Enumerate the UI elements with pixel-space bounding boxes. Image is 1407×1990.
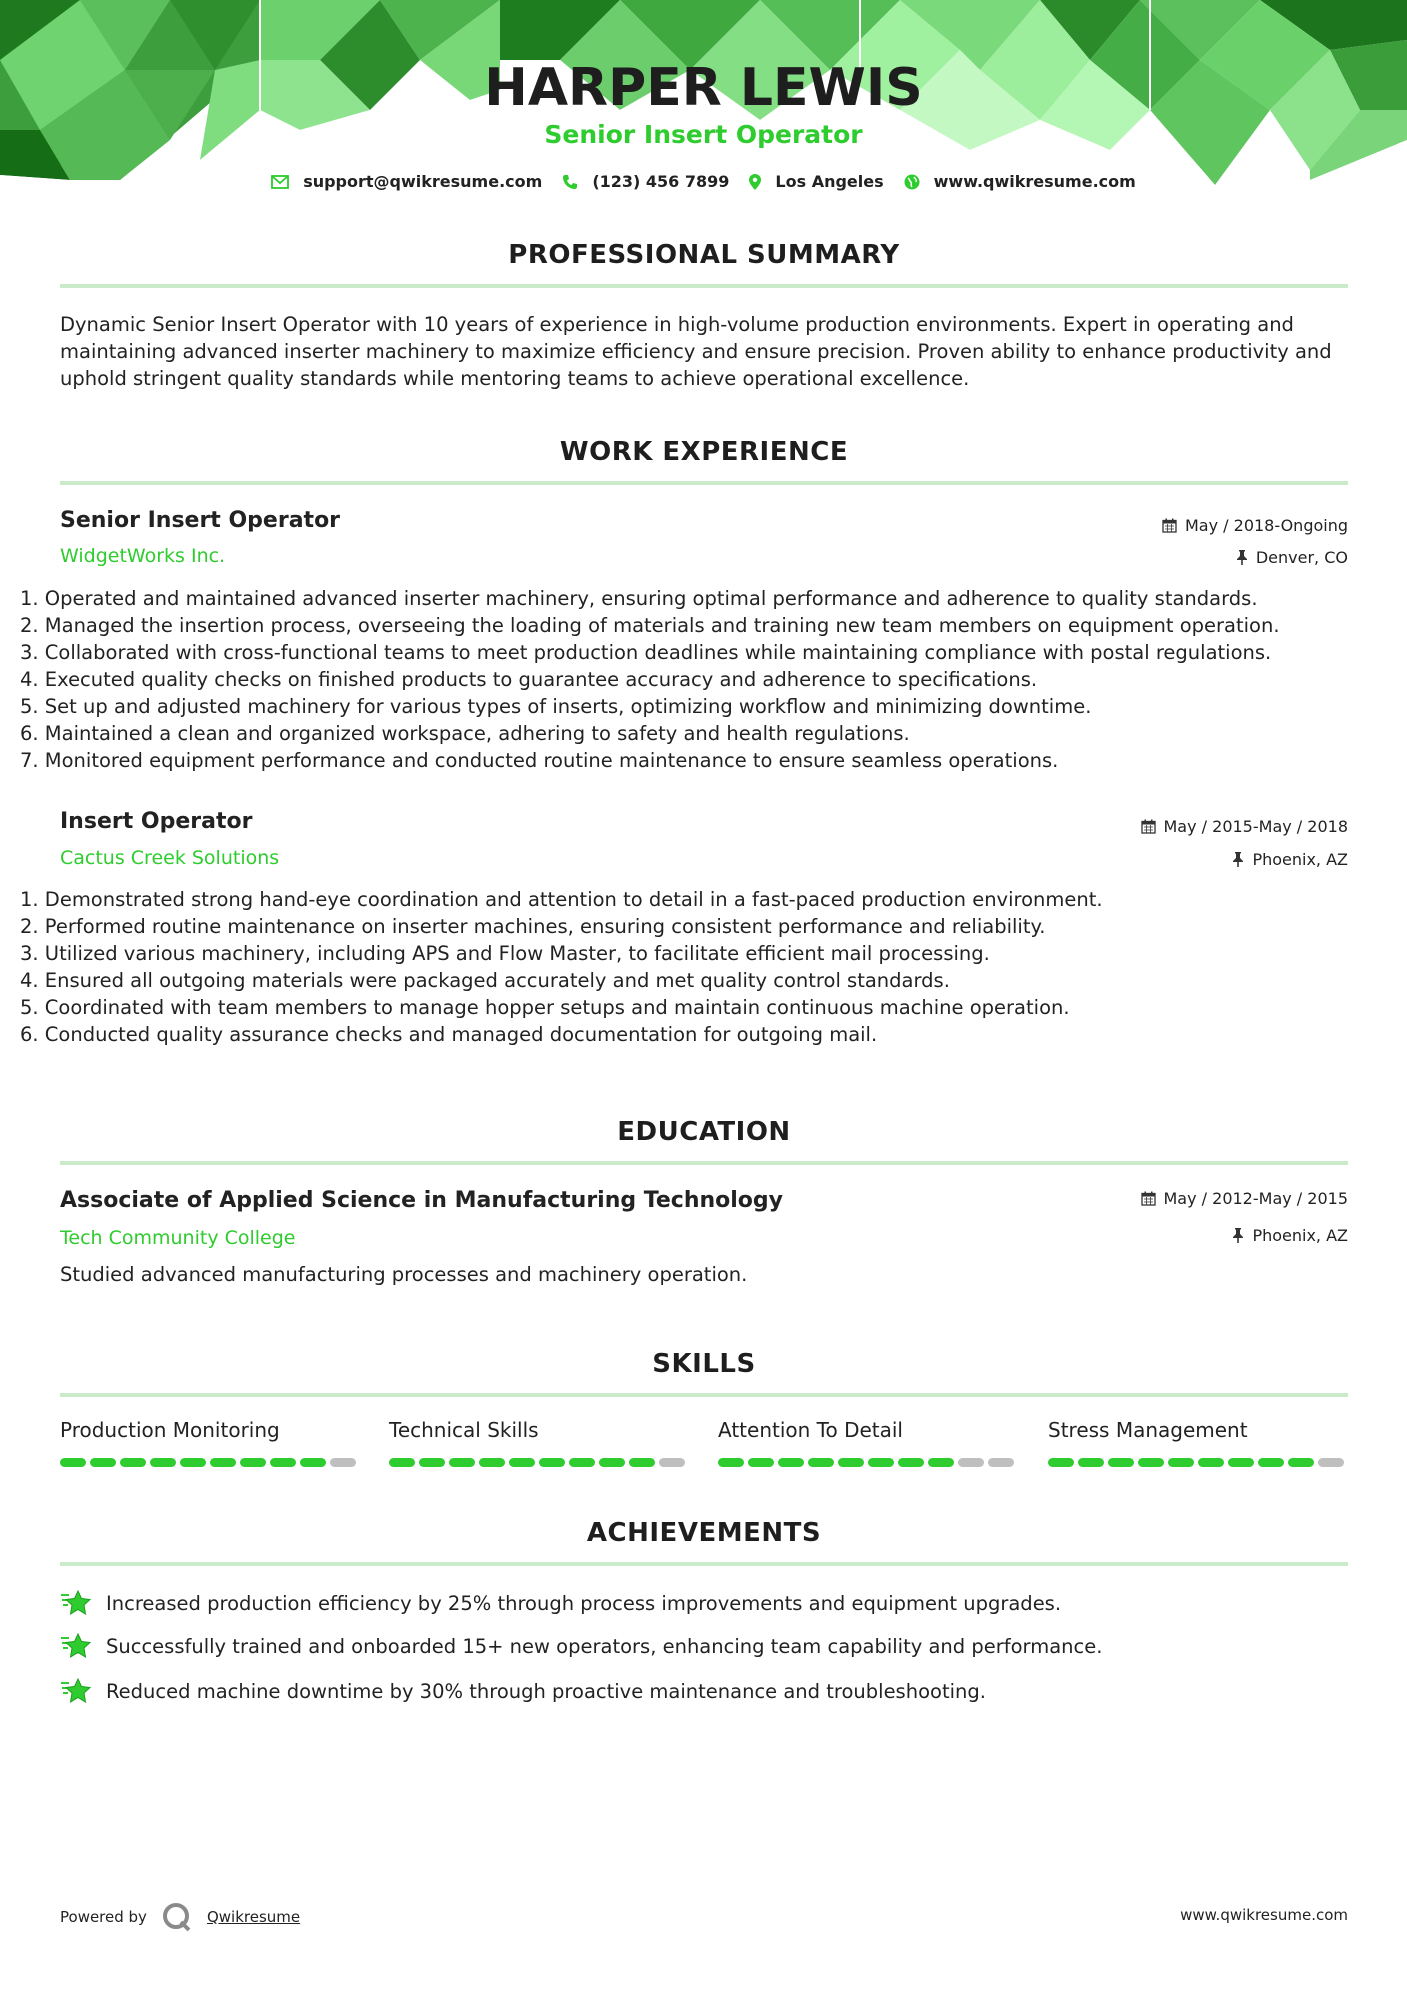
skill-segment-filled (928, 1458, 954, 1467)
powered-by-label: Powered by (60, 1908, 147, 1926)
phone-text: (123) 456 7899 (592, 172, 730, 191)
skill-segment-filled (1258, 1458, 1284, 1467)
skills-heading: SKILLS (652, 1349, 756, 1379)
location-text: Los Angeles (775, 172, 884, 191)
achievement-item (60, 1677, 986, 1705)
job-1-location-text: Denver, CO (1255, 548, 1348, 567)
candidate-name: HARPER LEWIS (484, 58, 923, 118)
job-2-title: Insert Operator (60, 809, 253, 834)
job-2-company: Cactus Creek Solutions (60, 847, 280, 869)
education-dates-text: May / 2012-May / 2015 (1163, 1189, 1348, 1208)
skill-segment-filled (270, 1458, 296, 1467)
achievements-divider (60, 1562, 1348, 1566)
education-degree: Associate of Applied Science in Manufacturing Technology (60, 1188, 784, 1213)
skill-segment-filled (210, 1458, 236, 1467)
pushpin-icon (1232, 1228, 1244, 1243)
skill-name: Technical Skills (389, 1418, 539, 1442)
job-2-dates-text: May / 2015-May / 2018 (1163, 817, 1348, 836)
education-heading: EDUCATION (617, 1117, 791, 1147)
skill-attention-to-detail (718, 1418, 1018, 1467)
skill-segment-filled (90, 1458, 116, 1467)
phone-icon (562, 174, 578, 190)
skill-segment-filled (150, 1458, 176, 1467)
achievements-heading: ACHIEVEMENTS (586, 1518, 822, 1548)
list-item: 3. Utilized various machinery, including APS and Flow Master, to facilitate efficient mail processing. (20, 942, 990, 965)
skills-divider (60, 1393, 1348, 1397)
skill-segment-filled (898, 1458, 924, 1467)
contact-location (749, 172, 883, 191)
education-location (1232, 1226, 1348, 1245)
job-1-bullets (20, 585, 1380, 774)
skill-segment-filled (389, 1458, 415, 1467)
achievement-text: Reduced machine downtime by 30% through proactive maintenance and troubleshooting. (106, 1679, 986, 1703)
list-item: 4. Executed quality checks on finished products to guarantee accuracy and adherence to specifications. (20, 668, 1038, 691)
skill-segment-filled (1198, 1458, 1224, 1467)
summary-text: Dynamic Senior Insert Operator with 10 years of experience in high-volume production environments. Expert in operating and maintaining advanced inserter machinery to maximize efficiency and ensure precision. Proven ability to enhance productivity and uphold stringent quality standards while mentoring teams to achieve operational excellence. (60, 313, 1332, 390)
education-location-text: Phoenix, AZ (1252, 1226, 1348, 1245)
skill-segment-filled (1228, 1458, 1254, 1467)
summary-divider (60, 284, 1348, 288)
skill-segment-filled (419, 1458, 445, 1467)
skill-segment-empty (1318, 1458, 1344, 1467)
skill-stress-management (1048, 1418, 1348, 1467)
job-2-location (1232, 850, 1348, 869)
summary-heading: PROFESSIONAL SUMMARY (508, 240, 900, 270)
skill-segment-filled (300, 1458, 326, 1467)
skill-segment-filled (60, 1458, 86, 1467)
skill-name: Stress Management (1048, 1418, 1248, 1442)
skill-bar (60, 1458, 360, 1467)
skill-segment-filled (509, 1458, 535, 1467)
skill-segment-empty (659, 1458, 685, 1467)
list-item: 1. Demonstrated strong hand-eye coordination and attention to detail in a fast-paced production environment. (20, 888, 1103, 911)
list-item: 7. Monitored equipment performance and conducted routine maintenance to ensure seamless operations. (20, 749, 1059, 772)
skill-segment-filled (180, 1458, 206, 1467)
achievement-item (60, 1632, 1102, 1660)
skill-segment-filled (120, 1458, 146, 1467)
skill-segment-empty (988, 1458, 1014, 1467)
envelope-icon (271, 175, 289, 189)
list-item: 4. Ensured all outgoing materials were packaged accurately and met quality control standards. (20, 969, 950, 992)
calendar-icon (1141, 819, 1156, 834)
skill-bar (718, 1458, 1018, 1467)
skill-segment-filled (838, 1458, 864, 1467)
list-item: 5. Coordinated with team members to manage hopper setups and maintain continuous machine operation. (20, 996, 1070, 1019)
calendar-icon (1162, 518, 1177, 533)
achievement-item (60, 1589, 1061, 1617)
skill-bar (1048, 1458, 1348, 1467)
globe-icon (904, 174, 920, 190)
skill-segment-filled (479, 1458, 505, 1467)
education-divider (60, 1161, 1348, 1165)
job-1-dates (1162, 516, 1348, 535)
skill-segment-filled (868, 1458, 894, 1467)
education-dates (1141, 1189, 1349, 1208)
skill-segment-filled (808, 1458, 834, 1467)
skill-segment-filled (240, 1458, 266, 1467)
achievement-text: Successfully trained and onboarded 15+ new operators, enhancing team capability and performance. (106, 1634, 1103, 1658)
calendar-icon (1141, 1191, 1156, 1206)
skill-segment-empty (330, 1458, 356, 1467)
skill-bar (389, 1458, 689, 1467)
achievement-text: Increased production efficiency by 25% through process improvements and equipment upgrades. (106, 1591, 1062, 1615)
skill-technical-skills (389, 1418, 689, 1467)
skill-name: Production Monitoring (60, 1418, 280, 1442)
footer-website[interactable]: www.qwikresume.com (1180, 1906, 1348, 1924)
list-item: 6. Conducted quality assurance checks and managed documentation for outgoing mail. (20, 1023, 878, 1046)
education-description: Studied advanced manufacturing processes and machinery operation. (60, 1263, 748, 1286)
job-1-location (1236, 548, 1348, 567)
job-1-dates-text: May / 2018-Ongoing (1185, 516, 1348, 535)
list-item: 2. Managed the insertion process, overseeing the loading of materials and training new team members on equipment operation. (20, 614, 1280, 637)
contact-website[interactable] (904, 172, 1136, 191)
skill-segment-empty (958, 1458, 984, 1467)
skill-segment-filled (1168, 1458, 1194, 1467)
list-item: 2. Performed routine maintenance on inserter machines, ensuring consistent performance and reliability. (20, 915, 1046, 938)
skill-segment-filled (1048, 1458, 1074, 1467)
skill-segment-filled (569, 1458, 595, 1467)
candidate-title: Senior Insert Operator (544, 120, 863, 149)
website-text: www.qwikresume.com (933, 172, 1136, 191)
skill-segment-filled (778, 1458, 804, 1467)
skill-segment-filled (449, 1458, 475, 1467)
skill-segment-filled (1288, 1458, 1314, 1467)
skill-segment-filled (748, 1458, 774, 1467)
job-2-dates (1141, 817, 1349, 836)
job-2-bullets (20, 886, 1380, 1048)
contact-phone[interactable] (562, 172, 729, 191)
map-pin-icon (749, 174, 761, 190)
star-icon (60, 1632, 92, 1660)
skill-production-monitoring (60, 1418, 360, 1467)
skill-name: Attention To Detail (718, 1418, 903, 1442)
education-school: Tech Community College (60, 1227, 296, 1249)
pushpin-icon (1236, 550, 1248, 565)
footer-powered-by (60, 1902, 300, 1932)
job-1-company: WidgetWorks Inc. (60, 545, 226, 567)
list-item: 6. Maintained a clean and organized workspace, adhering to safety and health regulations. (20, 722, 910, 745)
pushpin-icon (1232, 852, 1244, 867)
skill-segment-filled (718, 1458, 744, 1467)
experience-divider (60, 481, 1348, 485)
skill-segment-filled (1138, 1458, 1164, 1467)
skill-segment-filled (539, 1458, 565, 1467)
list-item: 5. Set up and adjusted machinery for various types of inserts, optimizing workflow and minimizing downtime. (20, 695, 1092, 718)
job-2-location-text: Phoenix, AZ (1252, 850, 1348, 869)
email-text: support@qwikresume.com (303, 172, 543, 191)
job-1-title: Senior Insert Operator (60, 508, 341, 533)
skill-segment-filled (1078, 1458, 1104, 1467)
star-icon (60, 1589, 92, 1617)
skill-segment-filled (1108, 1458, 1134, 1467)
list-item: 3. Collaborated with cross-functional teams to meet production deadlines while maintaining compliance with postal regulations. (20, 641, 1272, 664)
star-icon (60, 1677, 92, 1705)
list-item: 1. Operated and maintained advanced inserter machinery, ensuring optimal performance and adherence to quality standards. (20, 587, 1258, 610)
skill-segment-filled (629, 1458, 655, 1467)
contact-row (0, 172, 1407, 191)
qwikresume-logo-icon (161, 1902, 195, 1932)
contact-email[interactable] (271, 172, 542, 191)
qwikresume-link[interactable]: Qwikresume (206, 1908, 301, 1926)
experience-heading: WORK EXPERIENCE (559, 437, 849, 467)
skill-segment-filled (599, 1458, 625, 1467)
